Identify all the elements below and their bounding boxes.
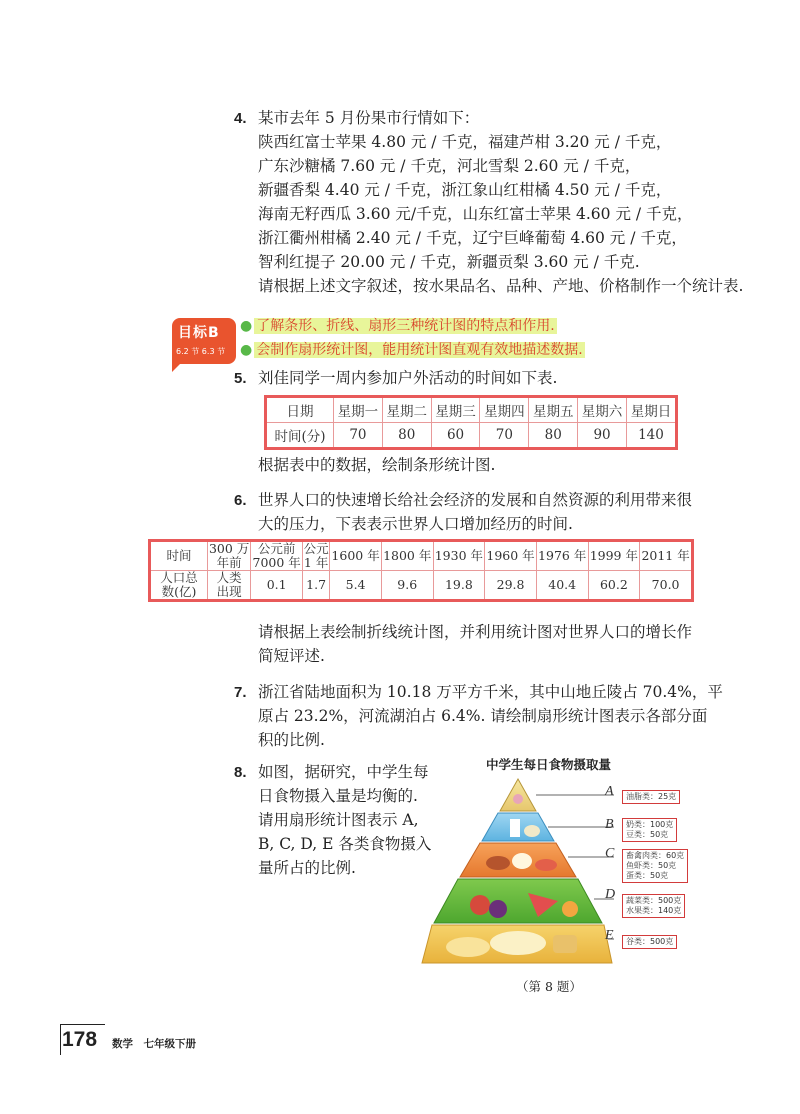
tomato-food-icon <box>470 895 490 915</box>
table-cell: 1960 年 <box>485 541 537 571</box>
level-d-label: 蔬菜类：500克 水果类：140克 <box>622 894 685 918</box>
q4-line: 浙江衢州柑橘 2.40 元 / 千克，辽宁巨峰葡萄 4.60 元 / 千克， <box>258 229 687 247</box>
q8-line: 量所占的比例. <box>258 859 356 877</box>
table-cell: 80 <box>529 423 578 449</box>
goal-line-2: ● 会制作扇形统计图，能用统计图直观有效地描述数据. <box>240 342 583 358</box>
bullet-icon: ● <box>240 342 253 358</box>
q5-number: 5. <box>234 370 247 387</box>
table-cell: 1976 年 <box>536 541 588 571</box>
table-cell: 80 <box>382 423 431 449</box>
table-cell: 0.1 <box>251 571 303 601</box>
q8-number: 8. <box>234 764 247 781</box>
table-cell: 公元前 7000 年 <box>252 541 301 570</box>
shrimp-food-icon <box>535 859 557 871</box>
table-cell: 1800 年 <box>381 541 433 571</box>
egg-food-icon <box>512 853 532 869</box>
table-cell: 人口总 数(亿) <box>150 571 208 601</box>
table-cell: 星期五 <box>529 397 578 423</box>
table-cell: 星期六 <box>578 397 627 423</box>
bread-food-icon <box>553 935 577 953</box>
level-letter: B <box>605 817 614 832</box>
level-e-label: 谷类：500克 <box>622 935 677 949</box>
goal-line-1: ● 了解条形、折线、扇形三种统计图的特点和作用. <box>240 318 555 334</box>
q4-number: 4. <box>234 110 247 127</box>
table-cell: 星期三 <box>431 397 480 423</box>
pyramid-title: 中学生每日食物摄取量 <box>486 757 612 772</box>
q7-number: 7. <box>234 684 247 701</box>
q6-number: 6. <box>234 492 247 509</box>
table-cell: 1600 年 <box>330 541 382 571</box>
pyramid-level-d <box>434 879 602 923</box>
table-cell: 时间(分) <box>266 423 334 449</box>
grain-food-icon <box>446 937 490 957</box>
level-letter: E <box>605 928 614 943</box>
table-cell: 1999 年 <box>588 541 640 571</box>
q8-line: 日食物摄入量是均衡的. <box>258 787 418 805</box>
figure-caption: （第 8 题） <box>516 979 582 994</box>
level-a-label: 油脂类：25克 <box>622 790 680 804</box>
table-cell: 29.8 <box>485 571 537 601</box>
q7-line: 原占 23.2%，河流湖泊占 6.4%. 请绘制扇形统计图表示各部分面 <box>258 707 708 725</box>
meat-food-icon <box>486 856 510 870</box>
table-cell: 60.2 <box>588 571 640 601</box>
table-cell: 星期一 <box>334 397 383 423</box>
table-cell: 9.6 <box>381 571 433 601</box>
bullet-icon: ● <box>240 318 253 334</box>
q4-line: 广东沙糖橘 7.60 元 / 千克，河北雪梨 2.60 元 / 千克， <box>258 157 641 175</box>
q4-line: 海南无籽西瓜 3.60 元/千克，山东红富士苹果 4.60 元 / 千克， <box>258 205 693 223</box>
table-cell: 70 <box>334 423 383 449</box>
table-cell: 19.8 <box>433 571 485 601</box>
table-cell: 90 <box>578 423 627 449</box>
table-cell: 70 <box>480 423 529 449</box>
table-cell: 日期 <box>266 397 334 423</box>
table-cell: 公元 1 年 <box>303 541 329 570</box>
table-cell: 时间 <box>150 541 208 571</box>
table-cell: 5.4 <box>330 571 382 601</box>
table-row <box>266 423 677 449</box>
q5-after: 根据表中的数据，绘制条形统计图. <box>258 456 496 474</box>
level-letter: A <box>605 784 614 799</box>
q8-line: 请用扇形统计图表示 A, <box>258 811 419 829</box>
table-header-row <box>150 541 693 571</box>
table-cell: 60 <box>431 423 480 449</box>
table-cell: 1.7 <box>302 571 329 601</box>
table-cell: 星期四 <box>480 397 529 423</box>
table-cell: 人类 出现 <box>208 571 251 601</box>
table-cell: 星期日 <box>626 397 676 423</box>
q4-intro: 某市去年 5 月份果市行情如下： <box>258 109 480 127</box>
table-cell: 70.0 <box>640 571 693 601</box>
q5-text: 刘佳同学一周内参加户外活动的时间如下表. <box>258 369 558 387</box>
table-cell: 1930 年 <box>433 541 485 571</box>
level-c-label: 畜禽肉类：60克 鱼虾类：50克 蛋类：50克 <box>622 849 688 883</box>
q4-line: 陕西红富士苹果 4.80 元 / 千克，福建芦柑 3.20 元 / 千克， <box>258 133 672 151</box>
q6-after: 简短评述. <box>258 647 325 665</box>
table-cell: 2011 年 <box>640 541 693 571</box>
population-table <box>148 539 694 602</box>
rice-food-icon <box>490 931 546 955</box>
badge-tail <box>172 362 182 372</box>
table-cell: 星期二 <box>382 397 431 423</box>
level-letter: C <box>605 846 615 861</box>
book-title: 数学 七年级下册 <box>112 1038 196 1050</box>
orange-food-icon <box>562 901 578 917</box>
q4-line: 新疆香梨 4.40 元 / 千克，浙江象山红柑橘 4.50 元 / 千克， <box>258 181 672 199</box>
level-letter: D <box>605 887 616 902</box>
q7-line: 积的比例. <box>258 731 325 749</box>
q4-line: 智利红提子 20.00 元 / 千克，新疆贡梨 3.60 元 / 千克. <box>258 253 640 271</box>
milk-food-icon <box>510 819 520 837</box>
table-header-row <box>266 397 677 423</box>
q4-line: 请根据上述文字叙述，按水果品名、品种、产地、价格制作一个统计表. <box>258 277 744 295</box>
level-b-label: 奶类：100克 豆类：50克 <box>622 818 677 842</box>
q8-line: 如图，据研究，中学生每 <box>258 763 429 781</box>
table-row <box>150 571 693 601</box>
table-cell: 140 <box>626 423 676 449</box>
oil-food-icon <box>513 794 523 804</box>
table-cell: 300 万 年前 <box>208 541 250 570</box>
eggplant-food-icon <box>489 900 507 918</box>
tofu-food-icon <box>524 825 540 837</box>
activity-table <box>264 395 678 450</box>
q7-line: 浙江省陆地面积为 10.18 万平方千米，其中山地丘陵占 70.4%，平 <box>258 683 723 701</box>
goal-b-badge <box>172 318 236 364</box>
q6-line: 大的压力，下表表示世界人口增加经历的时间. <box>258 515 573 533</box>
page-number: 178 <box>62 1028 98 1051</box>
q8-line: B, C, D, E 各类食物摄入 <box>258 835 432 853</box>
table-cell: 40.4 <box>536 571 588 601</box>
q6-after: 请根据上表绘制折线统计图，并利用统计图对世界人口的增长作 <box>258 623 693 641</box>
q6-line: 世界人口的快速增长给社会经济的发展和自然资源的利用带来很 <box>258 491 693 509</box>
goal-badge-title: 目标B <box>178 325 220 341</box>
goal-badge-sections: 6.2 节 6.3 节 <box>176 347 226 356</box>
